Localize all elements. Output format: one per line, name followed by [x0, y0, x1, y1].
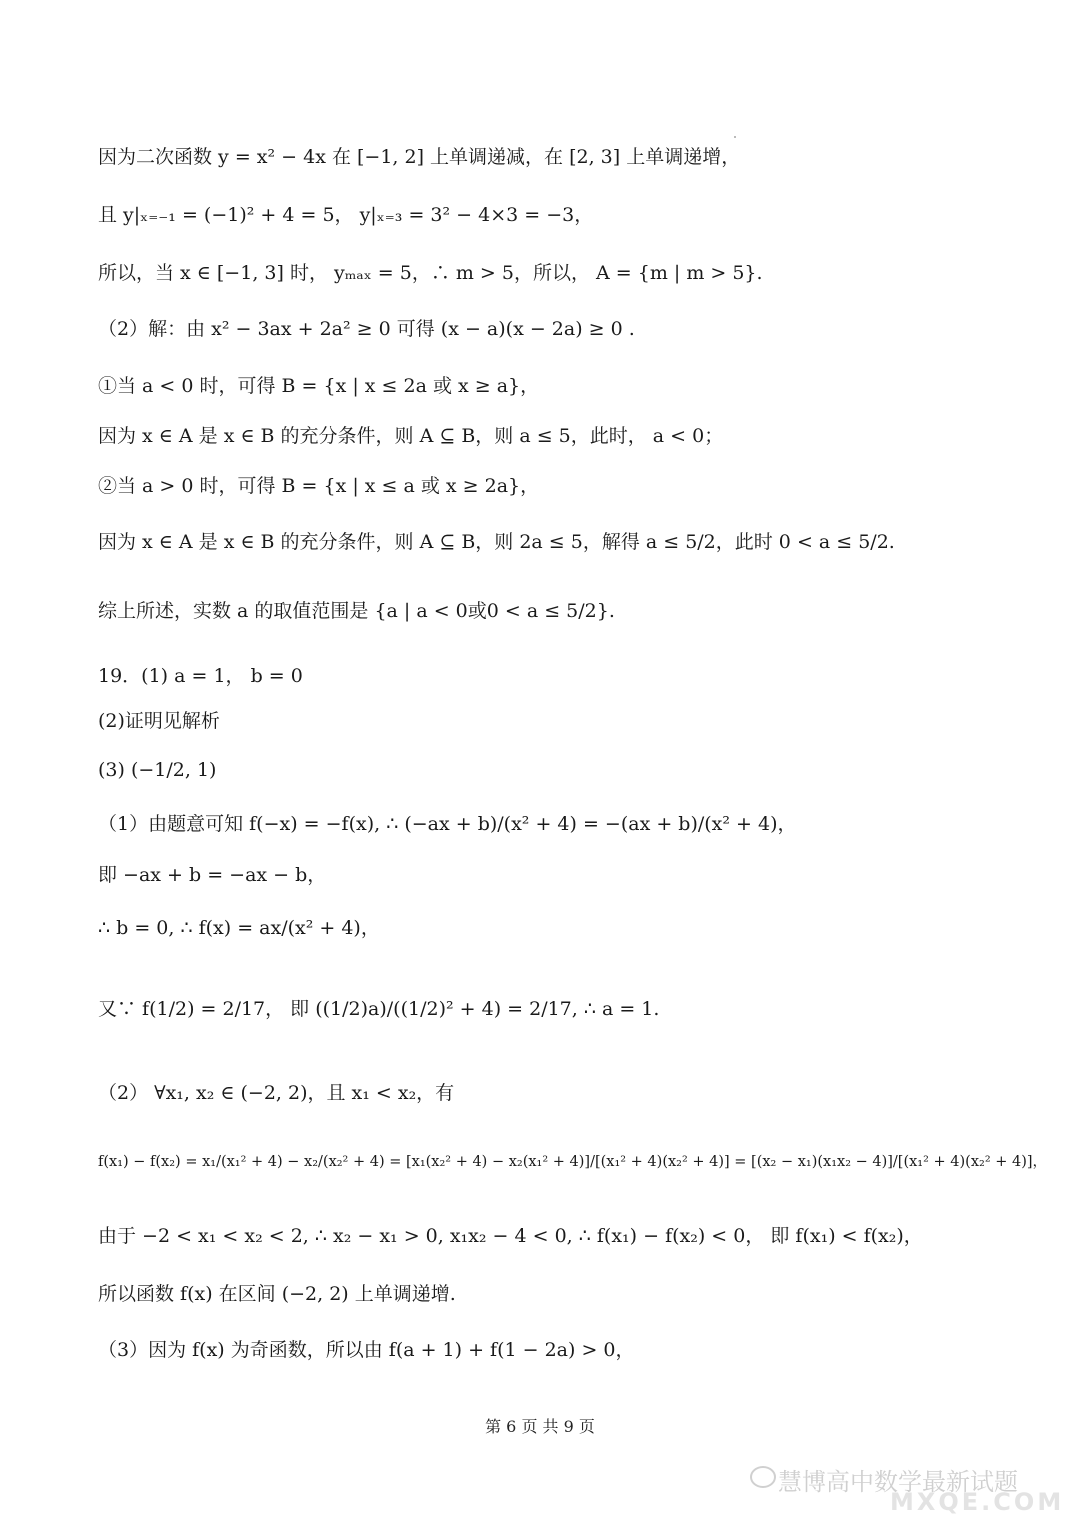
- text-line: （1）由题意可知 f(−x) = −f(x), ∴ (−ax + b)/(x² + 4) = −(ax + b)/(x² + 4)，: [98, 813, 797, 835]
- text-line: 所以，当 x ∈ [−1, 3] 时， yₘₐₓ = 5，∴ m > 5，所以， A = {m | m > 5}.: [98, 262, 763, 284]
- text-line: 综上所述，实数 a 的取值范围是 {a | a < 0或0 < a ≤ 5/2}.: [98, 600, 615, 622]
- question-number: 19．(1) a = 1， b = 0: [98, 665, 303, 687]
- text-line: 所以函数 f(x) 在区间 (−2, 2) 上单调递增.: [98, 1283, 456, 1305]
- text-line: （3）因为 f(x) 为奇函数，所以由 f(a + 1) + f(1 − 2a) > 0，: [98, 1339, 635, 1361]
- text-line: 由于 −2 < x₁ < x₂ < 2, ∴ x₂ − x₁ > 0, x₁x₂ − 4 < 0, ∴ f(x₁) − f(x₂) < 0， 即 f(x₁) < f(x₂)，: [98, 1225, 923, 1247]
- text-line: 因为 x ∈ A 是 x ∈ B 的充分条件，则 A ⊆ B，则 a ≤ 5，此时， a < 0；: [98, 425, 724, 447]
- text-line: 即 −ax + b = −ax − b，: [98, 864, 327, 886]
- text-line: ∴ b = 0, ∴ f(x) = ax/(x² + 4)，: [98, 917, 380, 939]
- text-line: ①当 a < 0 时，可得 B = {x | x ≤ 2a 或 x ≥ a}，: [98, 375, 540, 397]
- text-line: （2）解：由 x² − 3ax + 2a² ≥ 0 可得 (x − a)(x − 2a) ≥ 0 .: [98, 318, 635, 340]
- text-line: 且 y|ₓ₌₋₁ = (−1)² + 4 = 5， y|ₓ₌₃ = 3² − 4×3 = −3，: [98, 204, 594, 226]
- text-line: 因为二次函数 y = x² − 4x 在 [−1, 2] 上单调递减，在 [2, 3] 上单调递增，: [98, 146, 741, 168]
- text-line: （2） ∀x₁, x₂ ∈ (−2, 2)，且 x₁ < x₂，有: [98, 1082, 455, 1104]
- watermark-text: 慧博高中数学最新试题: [778, 1468, 1018, 1496]
- text-line: 因为 x ∈ A 是 x ∈ B 的充分条件，则 A ⊆ B，则 2a ≤ 5，解得 a ≤ 5/2，此时 0 < a ≤ 5/2.: [98, 531, 895, 553]
- text-line: f(x₁) − f(x₂) = x₁/(x₁² + 4) − x₂/(x₂² + 4) = [x₁(x₂² + 4) − x₂(x₁² + 4)]/[(x₁² + 4)(x₂² + 4)] = [(x₂ − x₁)(x₁x₂ − 4)]/[(x₁² + 4)(x₂² + 4)]，: [98, 1154, 1048, 1170]
- watermark-site: MXQE.COM: [890, 1488, 1065, 1516]
- watermark: [740, 1440, 1070, 1520]
- wechat-icon: [750, 1466, 776, 1488]
- text-line: (2)证明见解析: [98, 710, 220, 732]
- page-footer: 第 6 页 共 9 页: [485, 1417, 595, 1436]
- text-line: (3) (−1/2, 1): [98, 759, 217, 781]
- text-line: 又∵ f(1/2) = 2/17， 即 ((1/2)a)/((1/2)² + 4) = 2/17, ∴ a = 1.: [98, 998, 660, 1020]
- text-line: ②当 a > 0 时，可得 B = {x | x ≤ a 或 x ≥ 2a}，: [98, 475, 540, 497]
